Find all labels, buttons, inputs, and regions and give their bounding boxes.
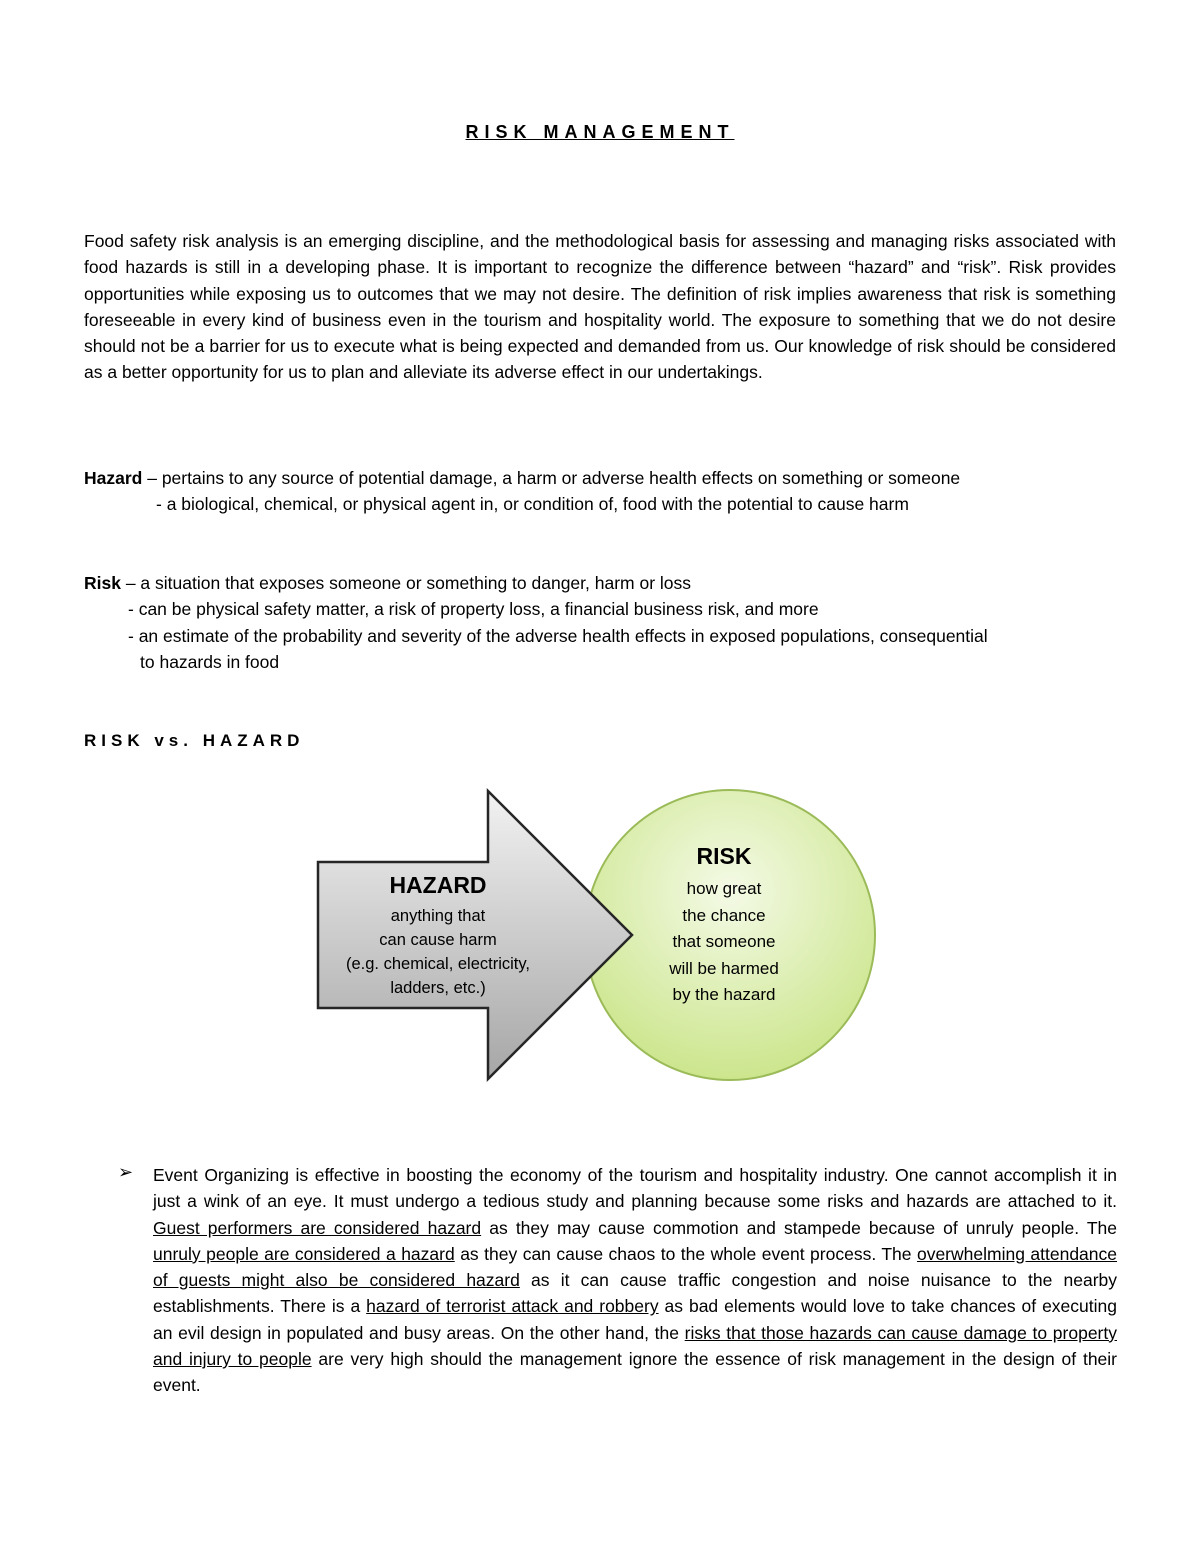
arrow-bullet-icon: ➢ — [118, 1162, 134, 1182]
risk-description-line: how great — [686, 879, 762, 898]
risk-term: Risk — [84, 573, 121, 593]
paragraph-text: as they may cause commotion and stampede because of unruly people. The — [481, 1217, 1117, 1238]
risk-description-line: that someone — [672, 932, 776, 951]
event-organizing-paragraph — [153, 1162, 1117, 1399]
underlined-phrase: unruly people are considered a hazard — [153, 1243, 455, 1264]
risk-definition-line1: – a situation that exposes someone or something to danger, harm or loss — [120, 573, 692, 593]
underlined-phrase: hazard of terrorist attack and robbery — [366, 1296, 659, 1317]
risk-description-line: will be harmed — [669, 958, 779, 978]
paragraph-text: Event Organizing is effective in boosting the economy of the tourism and hospitality industry. One cannot accomplish it in just a wink of an eye. It must undergo a tedious study and planning because some risks and hazards are attached to it. — [153, 1165, 1117, 1212]
risk-label: RISK — [696, 843, 752, 869]
risk-description — [624, 876, 824, 1009]
hazard-description-line: can cause harm — [379, 931, 497, 949]
hazard-description — [318, 904, 558, 1000]
intro-paragraph: Food safety risk analysis is an emerging discipline, and the methodological basis for assessing and managing risks associated with food hazards is still in a developing phase. It is important to recognize the difference between “hazard” and “risk”. Risk provides opportunities while exposing us to outcomes that we may not desire. The definition of risk implies awareness that risk is something foreseeable in every kind of business even in the tourism and hospitality world. The exposure to something that we do not desire should not be a barrier for us to execute what is being expected and demanded from us. Our knowledge of risk should be considered as a better opportunity for us to plan and alleviate its adverse effect in our undertakings. — [84, 231, 1116, 383]
risk-definition-line3: - an estimate of the probability and severity of the adverse health effects in exposed populations, consequential — [128, 625, 988, 646]
hazard-description-line: ladders, etc.) — [390, 979, 486, 997]
hazard-label: HAZARD — [389, 872, 487, 898]
underlined-phrase: overwhelming attendance of guests might also be considered hazard — [153, 1243, 1118, 1291]
hazard-description-line: anything that — [390, 907, 486, 925]
risk-definition-line4: to hazards in food — [140, 651, 280, 672]
paragraph-text: as they can cause chaos to the whole event process. The — [454, 1243, 917, 1264]
underlined-phrase: Guest performers are considered hazard — [153, 1217, 482, 1238]
risk-vs-hazard-heading: RISK vs. HAZARD — [84, 731, 305, 750]
underlined-phrase: risks that those hazards can cause damage to property and injury to people — [153, 1322, 1117, 1370]
paragraph-text: as bad elements would love to take chances of executing an evil design in populated and busy areas. On the other hand, the — [153, 1296, 1117, 1343]
hazard-definition-line1: – pertains to any source of potential damage, a harm or adverse health effects on something or someone — [142, 468, 961, 488]
risk-description-line: by the hazard — [672, 985, 776, 1004]
paragraph-text: are very high should the management ignore the essence of risk management in the design of their event. — [153, 1349, 1117, 1396]
page-title: RISK MANAGEMENT — [465, 122, 735, 142]
hazard-term: Hazard — [84, 468, 143, 488]
risk-description-line: the chance — [682, 905, 766, 925]
hazard-description-line: (e.g. chemical, electricity, — [346, 955, 530, 973]
hazard-definition-line2: - a biological, chemical, or physical agent in, or condition of, food with the potential to cause harm — [156, 494, 909, 515]
risk-definition-line2: - can be physical safety matter, a risk of property loss, a financial business risk, and more — [128, 599, 819, 620]
paragraph-text: as it can cause traffic congestion and noise nuisance to the nearby establishments. There is a — [153, 1270, 1118, 1317]
